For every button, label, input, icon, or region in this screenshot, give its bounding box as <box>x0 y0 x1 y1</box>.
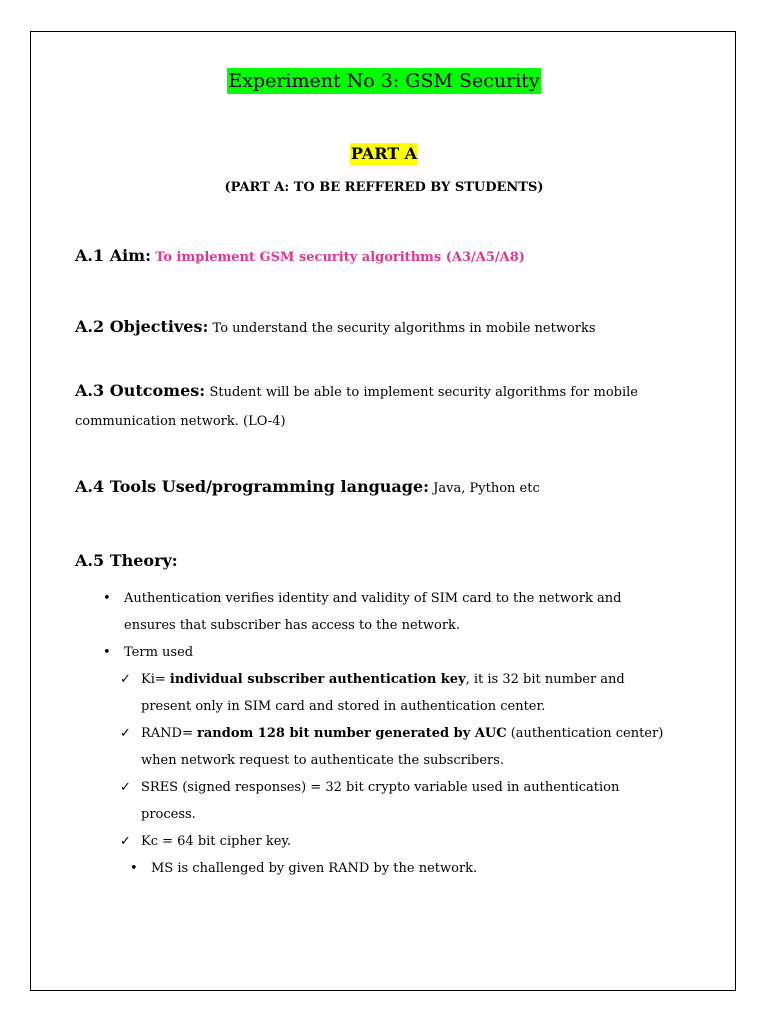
term-item-rand <box>75 720 671 774</box>
bullet-icon: • <box>103 591 111 606</box>
list-item <box>75 585 675 639</box>
outcomes-section <box>75 376 638 436</box>
theory-label: A.5 Theory: <box>75 551 178 570</box>
kc-text: Kc = 64 bit cipher key. <box>141 834 292 849</box>
checkmark-icon: ✓ <box>120 726 131 741</box>
ki-term: individual subscriber authentication key <box>169 672 466 687</box>
aim-section <box>75 246 675 265</box>
bullet-text: MS is challenged by given RAND by the network. <box>151 861 478 876</box>
outcomes-text: Student will be able to implement security algorithms for mobile communication network. (LO-4) <box>75 385 638 429</box>
outcomes-label: A.3 Outcomes: <box>75 381 206 400</box>
term-item-ki <box>75 666 671 720</box>
title-container <box>0 68 768 94</box>
term-item-kc <box>75 828 671 855</box>
list-item <box>75 639 675 666</box>
tools-label: A.4 Tools Used/programming language: <box>75 477 430 496</box>
tools-section <box>75 477 675 496</box>
part-subtitle: (PART A: TO BE REFFERED BY STUDENTS) <box>224 180 544 195</box>
checkmark-icon: ✓ <box>120 780 131 795</box>
objectives-text: To understand the security algorithms in mobile networks <box>212 321 596 336</box>
theory-list <box>75 585 675 882</box>
part-heading-container <box>0 143 768 165</box>
theory-section <box>75 551 675 570</box>
part-heading: PART A <box>350 144 418 163</box>
bullet-text: Term used <box>124 645 194 660</box>
rand-prefix: RAND= <box>141 726 193 741</box>
rand-term: random 128 bit number generated by AUC <box>197 726 507 741</box>
term-item-sres <box>75 774 671 828</box>
aim-text: To implement GSM security algorithms (A3/A5/A8) <box>155 250 525 265</box>
bullet-icon: • <box>103 645 111 660</box>
checkmark-icon: ✓ <box>120 834 131 849</box>
bullet-icon: • <box>130 861 138 876</box>
bullet-text: Authentication verifies identity and validity of SIM card to the network and ensures that subscriber has access to the network. <box>124 591 622 633</box>
rand-desc: (authentication center) when network request to authenticate the subscribers. <box>141 726 664 768</box>
objectives-section <box>75 317 675 336</box>
ki-prefix: Ki= <box>141 672 166 687</box>
document-title: Experiment No 3: GSM Security <box>228 70 540 92</box>
tools-text: Java, Python etc <box>433 481 540 496</box>
ki-desc: , it is 32 bit number and present only in SIM card and stored in authentication center. <box>141 672 625 714</box>
aim-label: A.1 Aim: <box>75 246 152 265</box>
sres-text: SRES (signed responses) = 32 bit crypto variable used in authentication process. <box>141 780 620 822</box>
checkmark-icon: ✓ <box>120 672 131 687</box>
objectives-label: A.2 Objectives: <box>75 317 209 336</box>
list-item <box>75 855 675 882</box>
